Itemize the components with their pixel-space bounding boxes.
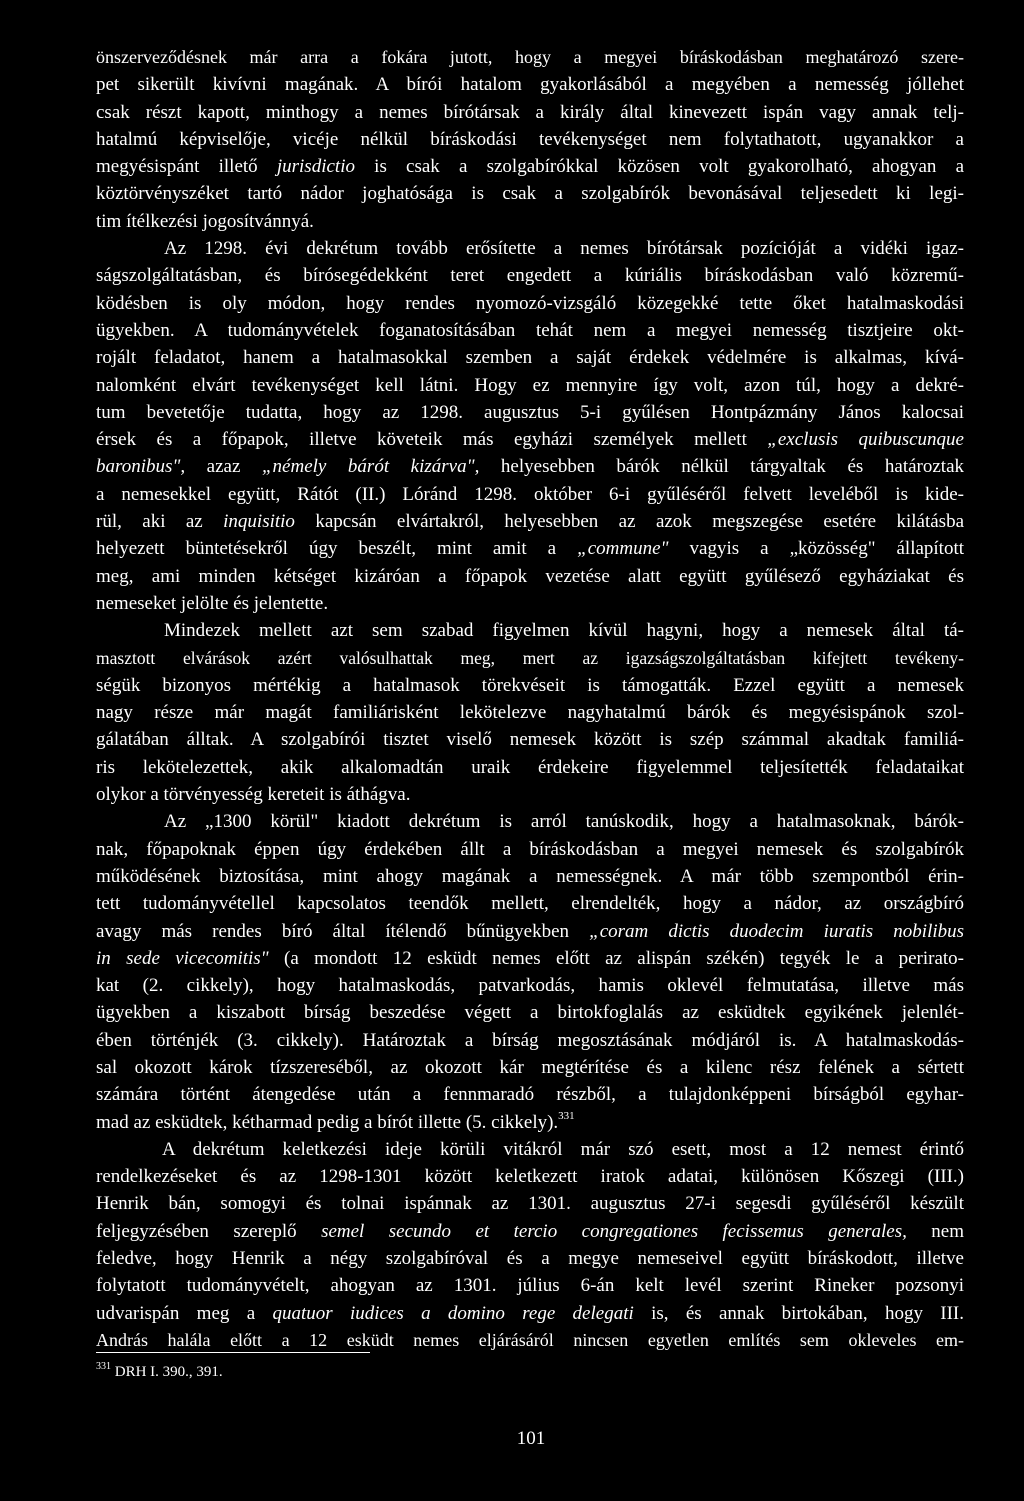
text-line: mad az esküdtek, kétharmad pedig a bírót illette (5. cikkely).$^{331}$ [96, 1109, 575, 1133]
text-line: hatalmú képviselője, vicéje nélkül bíráskodási tevékenységet nem folytathatott, ugyanakkor a [96, 128, 964, 150]
translation-quote: „némely bárót kizárva", [261, 456, 480, 478]
footnote-number: 331 [96, 1361, 111, 1372]
text-line: gálatában álltak. A szolgabírói tisztet viselő nemesek között is szép számmal akadtak familiá- [96, 729, 964, 751]
paragraph-start: A dekrétum keletkezési ideje körüli vitákról már szó esett, most a 12 nemest érintő [162, 1138, 964, 1160]
paragraph-start: Mindezek mellett azt sem szabad figyelmen kívül hagyni, hogy a nemesek által tá- [164, 620, 964, 642]
body-text [96, 44, 964, 1354]
text-line: feljegyzésében szereplő semel secundo et tercio congregationes fecissemus generales, nem [96, 1220, 964, 1242]
text-line: csak részt kapott, minthogy a nemes bírótársak a király által kinevezett ispán vagy annak telj- [96, 101, 964, 123]
footnote-ref[interactable]: 331 [558, 1109, 575, 1122]
text-line: feledve, hogy Henrik a négy szolgabíróval és a megye nemeseivel együtt bíráskodott, illetve [96, 1248, 964, 1270]
text-line: önszerveződésnek már arra a fokára jutott, hogy a megyei bíráskodásban meghatározó szere- [96, 47, 964, 67]
text-line: folytatott tudományvételt, ahogyan az 1301. július 6-án kelt levél szerint Rineker pozsonyi [96, 1275, 964, 1297]
text-line: számára történt átengedése után a fennmaradó részből, a tulajdonképpeni bírságból egyhar- [96, 1084, 964, 1106]
text-line: ságszolgáltatásban, és bírósegédekként teret engedett a kúriális bíráskodásban való közremű- [96, 265, 964, 287]
text-line: nagy része már magát familiárisként lekötelezve nagyhatalmú bárók és megyésispánok szol- [96, 702, 964, 724]
latin-quote: baronibus", [96, 456, 186, 478]
text-line: olykor a törvényesség kereteit is áthágva. [96, 784, 411, 806]
text-line: András halála előtt a 12 esküdt nemes eljárásáról nincsen egyetlen említés sem okleveles em- [96, 1329, 964, 1350]
latin-quote: „exclusis quibuscunque [767, 429, 964, 451]
text-line: ködésben is oly módon, hogy rendes nyomozó-vizsgáló közegekké tette őket hatalmaskodási [96, 292, 964, 314]
footnote-divider [96, 1352, 370, 1353]
text-line: helyezett büntetésekről úgy beszélt, mint amit a „commune" vagyis a „közösség" állapított [96, 538, 965, 560]
latin-term: inquisitio [223, 511, 295, 533]
text-line: pet sikerült kivívni magának. A bírói hatalom gyakorlásából a megyében a nemesség jóllehet [96, 74, 964, 96]
paragraph-start: Az „1300 körül" kiadott dekrétum is arról tanúskodik, hogy a hatalmasoknak, bárók- [164, 811, 964, 833]
text-line: ségük bizonyos mértékig a hatalmasok törekvéseit is támogatták. Ezzel együtt a nemesek [96, 674, 964, 696]
text-line: működésének biztosítása, mint ahogy magának a nemességnek. A már több szempontból érin- [96, 865, 964, 887]
text-line: avagy más rendes bíró által ítélendő bűnügyekben „coram dictis duodecim iuratis nobilibus [96, 920, 965, 942]
latin-quote: semel secundo et tercio congregationes fecissemus generales, [321, 1220, 907, 1242]
text-line: ris lekötelezettek, akik alkalomadtán uraik érdekeire figyelemmel teljesítették feladataikat [96, 756, 964, 778]
text-line: kat (2. cikkely), hogy hatalmaskodás, patvarkodás, hamis oklevél felmutatása, illetve más [96, 975, 964, 997]
latin-term: „commune" [577, 538, 669, 560]
latin-quote: in sede vicecomitis" [96, 947, 269, 969]
text-line: megyésispánt illető jurisdictio is csak a szolgabírókkal közösen volt gyakorolható, ahogyan a [96, 156, 965, 178]
text-line: tett tudományvétellel kapcsolatos teendők mellett, elrendelték, hogy a nádor, az országbíró [96, 893, 964, 915]
text-line: sal okozott károk tízszereséből, az okozott kár megtérítése és a kilenc rész felének a sértett [96, 1056, 964, 1078]
text-line: ügyekben a kiszabott bírság beszedése végett a birtokfoglalás az esküdtek egyikének jelenlét- [96, 1002, 964, 1024]
text-line: a nemesekkel együtt, Rátót (II.) Lóránd 1298. október 6-i gyűléséről felvett leveléből is kide- [96, 483, 964, 505]
page-body [96, 44, 964, 1354]
latin-quote: quatuor iudices a domino rege delegati [272, 1302, 634, 1324]
text-line: in sede vicecomitis" (a mondott 12 esküdt nemes előtt az alispán székén) tegyék le a perirato- [96, 947, 965, 969]
text-line: rendelkezéseket és az 1298-1301 között keletkezett iratok adatai, különösen Kőszegi (III.) [96, 1166, 964, 1188]
text-line: érsek és a főpapok, illetve követeik más egyházi személyek mellett „exclusis quibuscunque [96, 429, 964, 451]
text-line: ügyekben. A tudományvételek foganatosításában tehát nem a megyei nemesség tisztjeire okt- [96, 319, 964, 341]
footnote [96, 1362, 223, 1382]
text-line: köztörvényszéket tartó nádor joghatósága is csak a szolgabírók bevonásával teljesedett ki legi- [96, 183, 964, 205]
text-line: rojált feladatot, hanem a hatalmasokkal szemben a saját érdekek védelmére is alkalmas, kívá- [96, 347, 964, 369]
text-line: rül, aki az inquisitio kapcsán elvártakról, helyesebben az azok megszegése esetére kilátásba [96, 511, 965, 533]
text-line: ében történjék (3. cikkely). Határoztak a bírság megosztásának módjáról is. A hatalmaskodás- [96, 1029, 964, 1051]
paragraph-start: Az 1298. évi dekrétum tovább erősítette a nemes bírótársak pozícióját a vidéki igaz- [164, 238, 964, 260]
text-line: udvarispán meg a quatuor iudices a domino rege delegati is, és annak birtokában, hogy III. [96, 1302, 964, 1324]
latin-term: jurisdictio [276, 156, 355, 178]
latin-quote: „coram dictis duodecim iuratis nobilibus [589, 920, 965, 942]
text-line: nak, főpapoknak éppen úgy érdekében állt a bíráskodásban a megyei nemesek és szolgabírók [96, 838, 964, 860]
text-line: masztott elvárások azért valósulhattak meg, mert az igazságszolgáltatásban kifejtett tevékeny- [96, 647, 964, 668]
text-line: baronibus", azaz „némely bárót kizárva", helyesebben bárók nélkül tárgyaltak és határoztak [96, 456, 965, 478]
text-line: Henrik bán, somogyi és tolnai ispánnak az 1301. augusztus 27-i segesdi gyűléséről készült [96, 1193, 964, 1215]
text-line: nemeseket jelölte és jelentette. [96, 592, 329, 614]
footnote-text: DRH I. 390., 391. [114, 1364, 223, 1380]
text-line: nalomként elvárt tevékenységet kell látni. Hogy ez mennyire így volt, azon túl, hogy a dekré- [96, 374, 964, 396]
text-line: tim ítélkezési jogosítvánnyá. [96, 210, 314, 232]
page-number: 101 [516, 1428, 546, 1449]
text-line: tum bevetetője tudatta, hogy az 1298. augusztus 5-i gyűlésen Hontpázmány János kalocsai [96, 401, 964, 423]
text-line: meg, ami minden kétséget kizáróan a főpapok vezetése alatt együtt gyűlésező egyháziakat és [96, 565, 964, 587]
